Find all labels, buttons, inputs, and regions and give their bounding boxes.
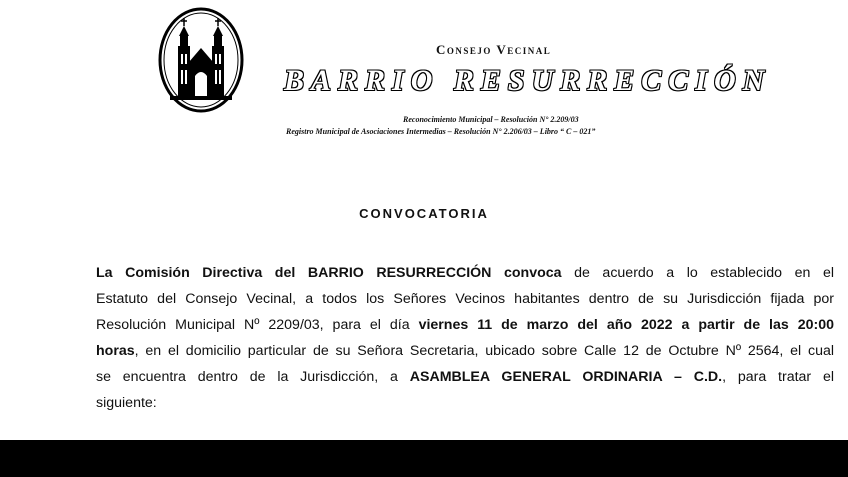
text-segment: Resolución Municipal Nº 2209/03, para el día	[96, 317, 419, 333]
organization-name: Consejo Vecinal	[436, 42, 552, 57]
church-emblem-logo	[158, 6, 244, 114]
bold-text-segment: viernes 11 de marzo del año 2022 a partir de las 20:00	[418, 317, 834, 333]
bottom-black-bar	[0, 440, 848, 477]
recognition-line: Reconocimiento Municipal – Resolución N° 2.209/03	[403, 115, 579, 124]
bold-text-segment: horas	[96, 343, 135, 359]
text-segment: , para tratar el	[722, 369, 834, 385]
paragraph-line	[96, 260, 834, 286]
registry-line: Registro Municipal de Asociaciones Intermedias – Resolución N° 2.206/03 – Libro “ C – 021”	[286, 127, 596, 136]
bold-text-segment: ASAMBLEA GENERAL ORDINARIA – C.D.	[409, 369, 723, 385]
convocation-paragraph	[96, 260, 834, 416]
document-title: CONVOCATORIA	[359, 206, 489, 221]
text-segment: siguiente:	[96, 395, 157, 411]
paragraph-line	[96, 312, 834, 338]
text-segment: , en el domicilio particular de su Señora Secretaria, ubicado sobre Calle 12 de Octubre Nº 2564, el cual	[134, 343, 834, 359]
bold-text-segment: La Comisión Directiva del BARRIO RESURRECCIÓN convoca	[96, 265, 562, 281]
paragraph-line	[96, 338, 834, 364]
text-segment: de acuerdo a lo establecido en el	[561, 265, 834, 281]
barrio-name-heading: BARRIO RESURRECCIÓN	[284, 64, 772, 97]
text-segment: se encuentra dentro de la Jurisdicción, a	[96, 369, 410, 385]
paragraph-line	[96, 390, 834, 416]
paragraph-line	[96, 364, 834, 390]
text-segment: Estatuto del Consejo Vecinal, a todos los Señores Vecinos habitantes dentro de su Jurisdicción fijada por	[96, 291, 834, 307]
paragraph-line	[96, 286, 834, 312]
